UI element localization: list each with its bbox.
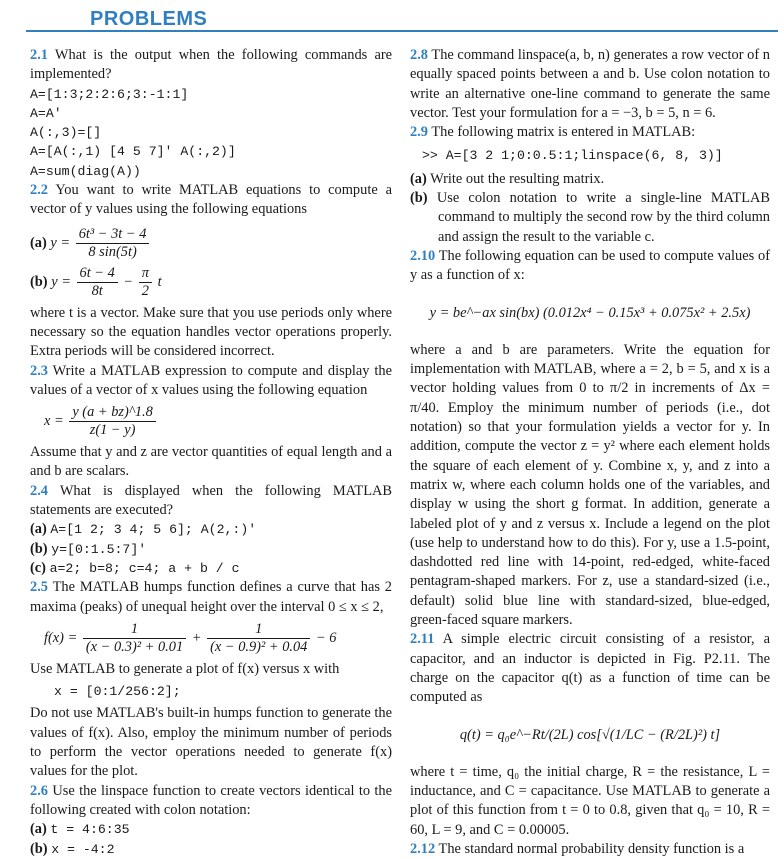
problem-number: 2.4 — [30, 482, 48, 499]
problem-number: 2.8 — [410, 47, 428, 63]
problem-note: Do not use MATLAB's built-in humps function to generate the values of f(x). Also, employ the minimum number of periods to perform the vector operations needed to generate f(x) values for the plot. — [30, 705, 392, 780]
numerator: 6t³ − 3t − 4 — [76, 226, 150, 244]
item-label: (b) — [30, 273, 48, 290]
problem-number: 2.11 — [410, 631, 435, 648]
list-item — [410, 189, 770, 247]
fraction — [139, 265, 152, 300]
denominator: z(1 − y) — [89, 422, 136, 439]
problem-2-11 — [410, 630, 770, 707]
list-item — [30, 820, 392, 839]
problem-2-5 — [30, 578, 392, 617]
fraction — [76, 226, 150, 261]
list-item — [30, 520, 392, 539]
code-line: A=[1:3;2:2:6;3:-1:1] — [30, 86, 189, 102]
fraction — [69, 404, 156, 439]
problem-text: The standard normal probability density function is a — [438, 840, 745, 857]
denominator: 8 sin(5t) — [88, 243, 137, 260]
equation-2-2b — [30, 265, 392, 300]
numerator: 6t − 4 — [77, 265, 118, 283]
problem-number: 2.6 — [30, 782, 48, 799]
fraction — [77, 265, 118, 300]
problem-text: What is displayed when the following MATLAB statements are executed? — [30, 482, 392, 519]
problem-text: A simple electric circuit consisting of a resistor, a capacitor, and an inductor is depicted in Fig. P2.11. The charge on the capacitor q(t) as a function of time can be computed as — [410, 631, 770, 706]
problem-number: 2.12 — [410, 840, 436, 857]
item-code: a=2; b=8; c=4; a + b / c — [49, 560, 240, 576]
code-line: A=[A(:,1) [4 5 7]' A(:,2)] — [30, 144, 236, 160]
problem-number: 2.10 — [410, 247, 436, 264]
problem-note: Assume that y and z are vector quantities of equal length and a and b are scalars. — [30, 444, 392, 480]
problem-text: What is the output when the following commands are implemented? — [30, 47, 393, 83]
operator: + — [191, 629, 202, 646]
problem-2-8 — [410, 46, 770, 123]
fraction — [83, 621, 186, 656]
problem-note: where a and b are parameters. Write the equation for implementation with MATLAB, where a = 2, b = 5, and x is a vector holding values from 0 to π/2 in increments of Δx = π/40. Employ the minimum number of periods (i.e., dot notation) so that your formulation yields a vector for y. In addition, compute the vector z = y² where each element holds the square of each element of y. Combine x, y, and z into a matrix w, where each column holds one of the variables, and display w using the short g format. In addition, generate a labeled plot of y and z versus x. Include a legend on the plot (use help to understand how to do this). For y, use a 1.5-point, dashdotted red line with 14-point, red-edged, white-faced pentagram-shaped markers. For z, use a standard-sized (i.e., default) solid blue line with standard-sized, blue-edged, green-faced square markers. — [410, 341, 770, 629]
list-item — [30, 840, 392, 859]
eq-lhs: x = — [44, 412, 64, 429]
item-code: A=[1 2; 3 4; 5 6]; A(2,:)' — [50, 522, 257, 538]
problem-2-12 — [410, 840, 770, 859]
problem-text: The command linspace(a, b, n) generates a row vector of n equally spaced points between a and b. Use colon notation to write an alternative one-line command to generate the same vector. Test your formulation for a = −3, b = 5, n = 6. — [410, 47, 770, 121]
section-title: PROBLEMS — [90, 8, 208, 30]
problem-2-3 — [30, 362, 392, 401]
denominator: (x − 0.3)² + 0.01 — [85, 638, 184, 655]
equation-2-5 — [44, 621, 392, 656]
problem-number: 2.5 — [30, 579, 48, 596]
problem-number: 2.3 — [30, 362, 48, 379]
variable: t — [157, 273, 162, 290]
item-code: t = 4:6:35 — [50, 822, 130, 838]
section-banner — [26, 4, 778, 32]
item-label: (c) — [30, 559, 46, 576]
item-label: (a) — [410, 170, 427, 187]
eq-lhs: y = — [50, 234, 71, 251]
item-label: (b) — [30, 540, 48, 557]
problem-2-2 — [30, 181, 392, 220]
problem-text: The following matrix is entered in MATLAB: — [431, 124, 696, 141]
problem-number: 2.2 — [30, 182, 48, 199]
eq-tail: − 6 — [316, 629, 337, 646]
operator: − — [123, 273, 134, 290]
problem-2-6 — [30, 782, 392, 821]
code-line: A=A' — [30, 105, 62, 121]
item-text: Use colon notation to write a single-line MATLAB command to multiply the second row by the third column and assign the result to the variable c. — [436, 190, 770, 245]
problem-note: where t = time, q₀ the initial charge, R = the resistance, L = inductance, and C = capacitance. Use MATLAB to generate a plot of this function from t = 0 to 0.8, given that q₀ = 10, R = 60, L = 9, and C = 0.00005. — [410, 763, 770, 838]
eq-lhs: f(x) = — [44, 629, 78, 646]
problem-2-10 — [410, 247, 770, 286]
problem-2-1 — [30, 46, 392, 85]
problem-text: You want to write MATLAB equations to compute a vector of y values using the following equations — [30, 182, 392, 218]
code-line: A=sum(diag(A)) — [30, 163, 141, 179]
item-label: (b) — [30, 840, 48, 857]
fraction — [207, 621, 310, 656]
numerator: 1 — [83, 621, 186, 639]
code-line: >> A=[3 2 1;0:0.5:1;linspace(6, 8, 3)] — [422, 148, 723, 164]
problem-number: 2.1 — [30, 47, 48, 63]
numerator: π — [139, 265, 152, 283]
item-text: Write out the resulting matrix. — [430, 170, 605, 187]
denominator: (x − 0.9)² + 0.04 — [210, 638, 308, 655]
problem-note: Use MATLAB to generate a plot of f(x) versus x with — [30, 660, 340, 677]
item-label: (b) — [410, 190, 428, 207]
equation-2-10: y = be^−ax sin(bx) (0.012x⁴ − 0.15x³ + 0.075x² + 2.5x) — [429, 304, 751, 321]
list-item — [30, 559, 392, 578]
item-label: (a) — [30, 521, 47, 538]
list-item — [410, 170, 770, 189]
problem-text: The following equation can be used to compute values of y as a function of x: — [410, 247, 770, 284]
item-code: x = -4:2 — [51, 841, 115, 857]
left-column — [30, 46, 392, 859]
problem-text: The MATLAB humps function defines a curve that has 2 maxima (peaks) of unequal height over the interval 0 ≤ x ≤ 2, — [30, 579, 392, 615]
equation-2-3 — [44, 404, 392, 439]
item-code: y=[0:1.5:7]' — [51, 541, 147, 557]
problem-2-9 — [410, 123, 770, 142]
code-block-2-1 — [30, 85, 392, 181]
denominator: 8t — [91, 282, 103, 299]
numerator: 1 — [207, 621, 310, 639]
numerator: y (a + bz)^1.8 — [69, 404, 156, 422]
list-item — [30, 540, 392, 559]
right-column — [410, 46, 770, 859]
problem-text: Use the linspace function to create vectors identical to the following created with colon notation: — [30, 782, 392, 818]
problem-number: 2.9 — [410, 124, 428, 141]
code-line: A(:,3)=[] — [30, 125, 102, 141]
problem-text: Write a MATLAB expression to compute and display the values of a vector of x values using the following equation — [30, 362, 392, 398]
equation-2-11: q(t) = q₀e^−Rt/(2L) cos[√(1/LC − (R/2L)²) t] — [459, 726, 721, 743]
equation-2-2a — [30, 226, 392, 261]
problem-2-4 — [30, 482, 392, 521]
eq-lhs: y = — [51, 273, 71, 290]
code-line: x = [0:1/256:2]; — [54, 684, 181, 700]
problem-note: where t is a vector. Make sure that you use periods only where necessary so the equation handles vector operations properly. Extra periods will be considered incorrect. — [30, 304, 392, 360]
item-label: (a) — [30, 234, 47, 251]
denominator: 2 — [141, 282, 149, 299]
item-label: (a) — [30, 821, 47, 838]
